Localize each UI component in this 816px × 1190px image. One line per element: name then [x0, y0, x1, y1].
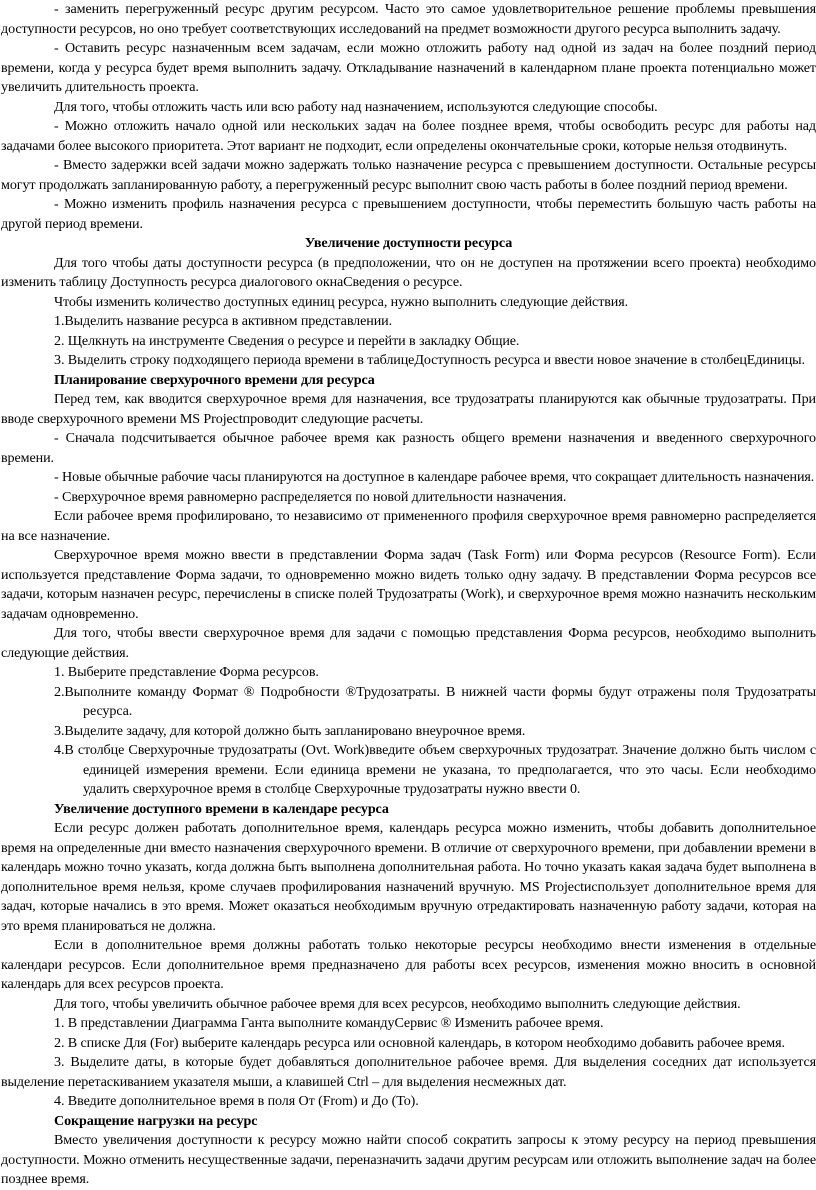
paragraph: - заменить перегруженный ресурс другим ресурсом. Часто это самое удовлетворительное решение проблемы превышения доступности ресурсов, но оно требует соответствующих исследований на предмет возможности другого ресурса выполнить задачу. — [1, 1, 816, 37]
paragraph: - Сверхурочное время равномерно распределяется по новой длительности назначения. — [54, 488, 567, 505]
paragraph: 3. Выделите даты, в которые будет добавляться дополнительное рабочее время. Для выделения соседних дат используется выделение перетаскиванием указателя мыши, а клавишей Ctrl – для выделения несмежных дат. — [1, 1054, 816, 1090]
paragraph: Если в дополнительное время должны работать только некоторые ресурсы необходимо внести изменения в отдельные календари ресурсов. Если дополнительное время предназначено для работы всех ресурсов, изменения можно вносить в основной календарь для всех ресурсов проекта. — [1, 937, 816, 992]
paragraph: - Новые обычные рабочие часы планируются на доступное в календаре рабочее время, что сокращает длительность назначения. — [54, 469, 815, 485]
paragraph: - Оставить ресурс назначенным всем задачам, если можно отложить работу над одной из задач на более поздний период времени, когда у ресурса будет время выполнить задачу. Откладывание назначений в календарном плане проекта потенциально может увеличить длительность проекта. — [1, 40, 816, 95]
paragraph: Для того, чтобы ввести сверхурочное время для задачи с помощью представления Форма ресурсов, необходимо выполнить следующие действия. — [1, 625, 816, 661]
list-item: 1. Выберите представление Форма ресурсов. — [54, 664, 319, 680]
list-item: 3. Выделить строку подходящего периода времени в таблицеДоступность ресурса и ввести новое значение в столбецЕдиницы. — [54, 352, 805, 368]
list-item: 2.Выполните команду Формат ® Подробности ®Трудозатраты. В нижней части формы будут отражены поля Трудозатраты ресурса. — [54, 683, 816, 719]
paragraph: 4. Введите дополнительное время в поля От (From) и До (To). — [54, 1093, 419, 1109]
paragraph: Перед тем, как вводится сверхурочное время для назначения, все трудозатраты планируются как обычные трудозатраты. При вводе сверхурочного времени MS Projectпроводит следующие расчеты. — [1, 391, 816, 427]
paragraph: Чтобы изменить количество доступных единиц ресурса, нужно выполнить следующие действия. — [54, 293, 629, 310]
paragraph: - Можно отложить начало одной или нескольких задач на более позднее время, чтобы освободить ресурс для работы над задачами более высокого приоритета. Этот вариант не подходит, если определены окончательные сроки, которые нельзя отодвинуть. — [1, 118, 816, 154]
section-heading: Планирование сверхурочного времени для ресурса — [54, 371, 375, 388]
paragraph: Для того, чтобы увеличить обычное рабочее время для всех ресурсов, необходимо выполнить следующие действия. — [54, 995, 741, 1012]
paragraph: Если ресурс должен работать дополнительное время, календарь ресурса можно изменить, чтобы добавить дополнительное время на определенные дни вместо назначения сверхурочного времени. В отличие от сверхурочного времени, при добавлении времени в календарь можно точно указать, когда должна быть выполнена дополнительная работа. Но точно указать какая задача будет выполнена в дополнительное время нельзя, кроме случаев профилирования назначений вручную. MS Projectиспользует дополнительное время для задач, которые начались в это время. Может оказаться необходимым вручную отредактировать назначенную работу задачи, которая на это время планироваться не должна. — [1, 820, 816, 934]
paragraph: Если рабочее время профилировано, то независимо от примененного профиля сверхурочное время равномерно распределяется на все назначение. — [1, 508, 816, 544]
list-item: 3.Выделите задачу, для которой должно быть запланировано внеурочное время. — [54, 722, 526, 739]
section-heading: Сокращение нагрузки на ресурс — [54, 1112, 258, 1129]
paragraph: Для того чтобы даты доступности ресурса (в предположении, что он не доступен на протяжении всего проекта) необходимо изменить таблицу Доступность ресурса диалогового окнаСведения о ресурсе. — [1, 254, 816, 290]
paragraph: - Сначала подсчитывается обычное рабочее время как разность общего времени назначения и введенного сверхурочного времени. — [1, 430, 816, 466]
paragraph: Для того, чтобы отложить часть или всю работу над назначением, используются следующие способы. — [54, 98, 658, 115]
list-item: 4.В столбце Сверхурочные трудозатраты (Ovt. Work)введите объем сверхурочных трудозатрат. Значение должно быть числом с единицей измерения времени. Если единица времени не указана, то предполагается, что это часы. Если необходимо удалить сверхурочное время в столбце Сверхурочные трудозатраты нужно ввести 0. — [54, 742, 816, 797]
paragraph: 1. В представлении Диаграмма Ганта выполните командуСервис ® Изменить рабочее время. — [54, 1015, 604, 1031]
list-item: 1.Выделить название ресурса в активном представлении. — [54, 313, 393, 329]
section-heading: Увеличение доступности ресурса — [304, 235, 513, 251]
list-item: 2. Щелкнуть на инструменте Сведения о ресурсе и перейти в закладку Общие. — [54, 332, 520, 349]
paragraph: 2. В списке Для (For) выберите календарь ресурса или основной календарь, в котором необходимо добавить рабочее время. — [54, 1034, 785, 1051]
section-heading: Увеличение доступного времени в календаре ресурса — [54, 800, 389, 817]
paragraph: Вместо увеличения доступности к ресурсу можно найти способ сократить запросы к этому ресурсу на период превышения доступности. Можно отменить несущественные задачи, переназначить задачи другим ресурсам или отложить выполнение задач на более позднее время. — [1, 1132, 816, 1187]
paragraph: - Можно изменить профиль назначения ресурса с превышением доступности, чтобы переместить большую часть работы на другой период времени. — [1, 196, 816, 232]
paragraph: - Вместо задержки всей задачи можно задержать только назначение ресурса с превышением доступности. Остальные ресурсы могут продолжать запланированную работу, а перегруженный ресурс выполнит свою часть работы в более поздний период времени. — [1, 157, 816, 193]
paragraph: Сверхурочное время можно ввести в представлении Форма задач (Task Form) или Форма ресурсов (Resource Form). Если используется представление Форма задачи, то одновременно можно видеть только одну задачу. В представлении Форма ресурсов все задачи, которым назначен ресурс, перечислены в списке полей Трудозатраты (Work), и сверхурочное время можно назначить нескольким задачам одновременно. — [1, 547, 816, 622]
